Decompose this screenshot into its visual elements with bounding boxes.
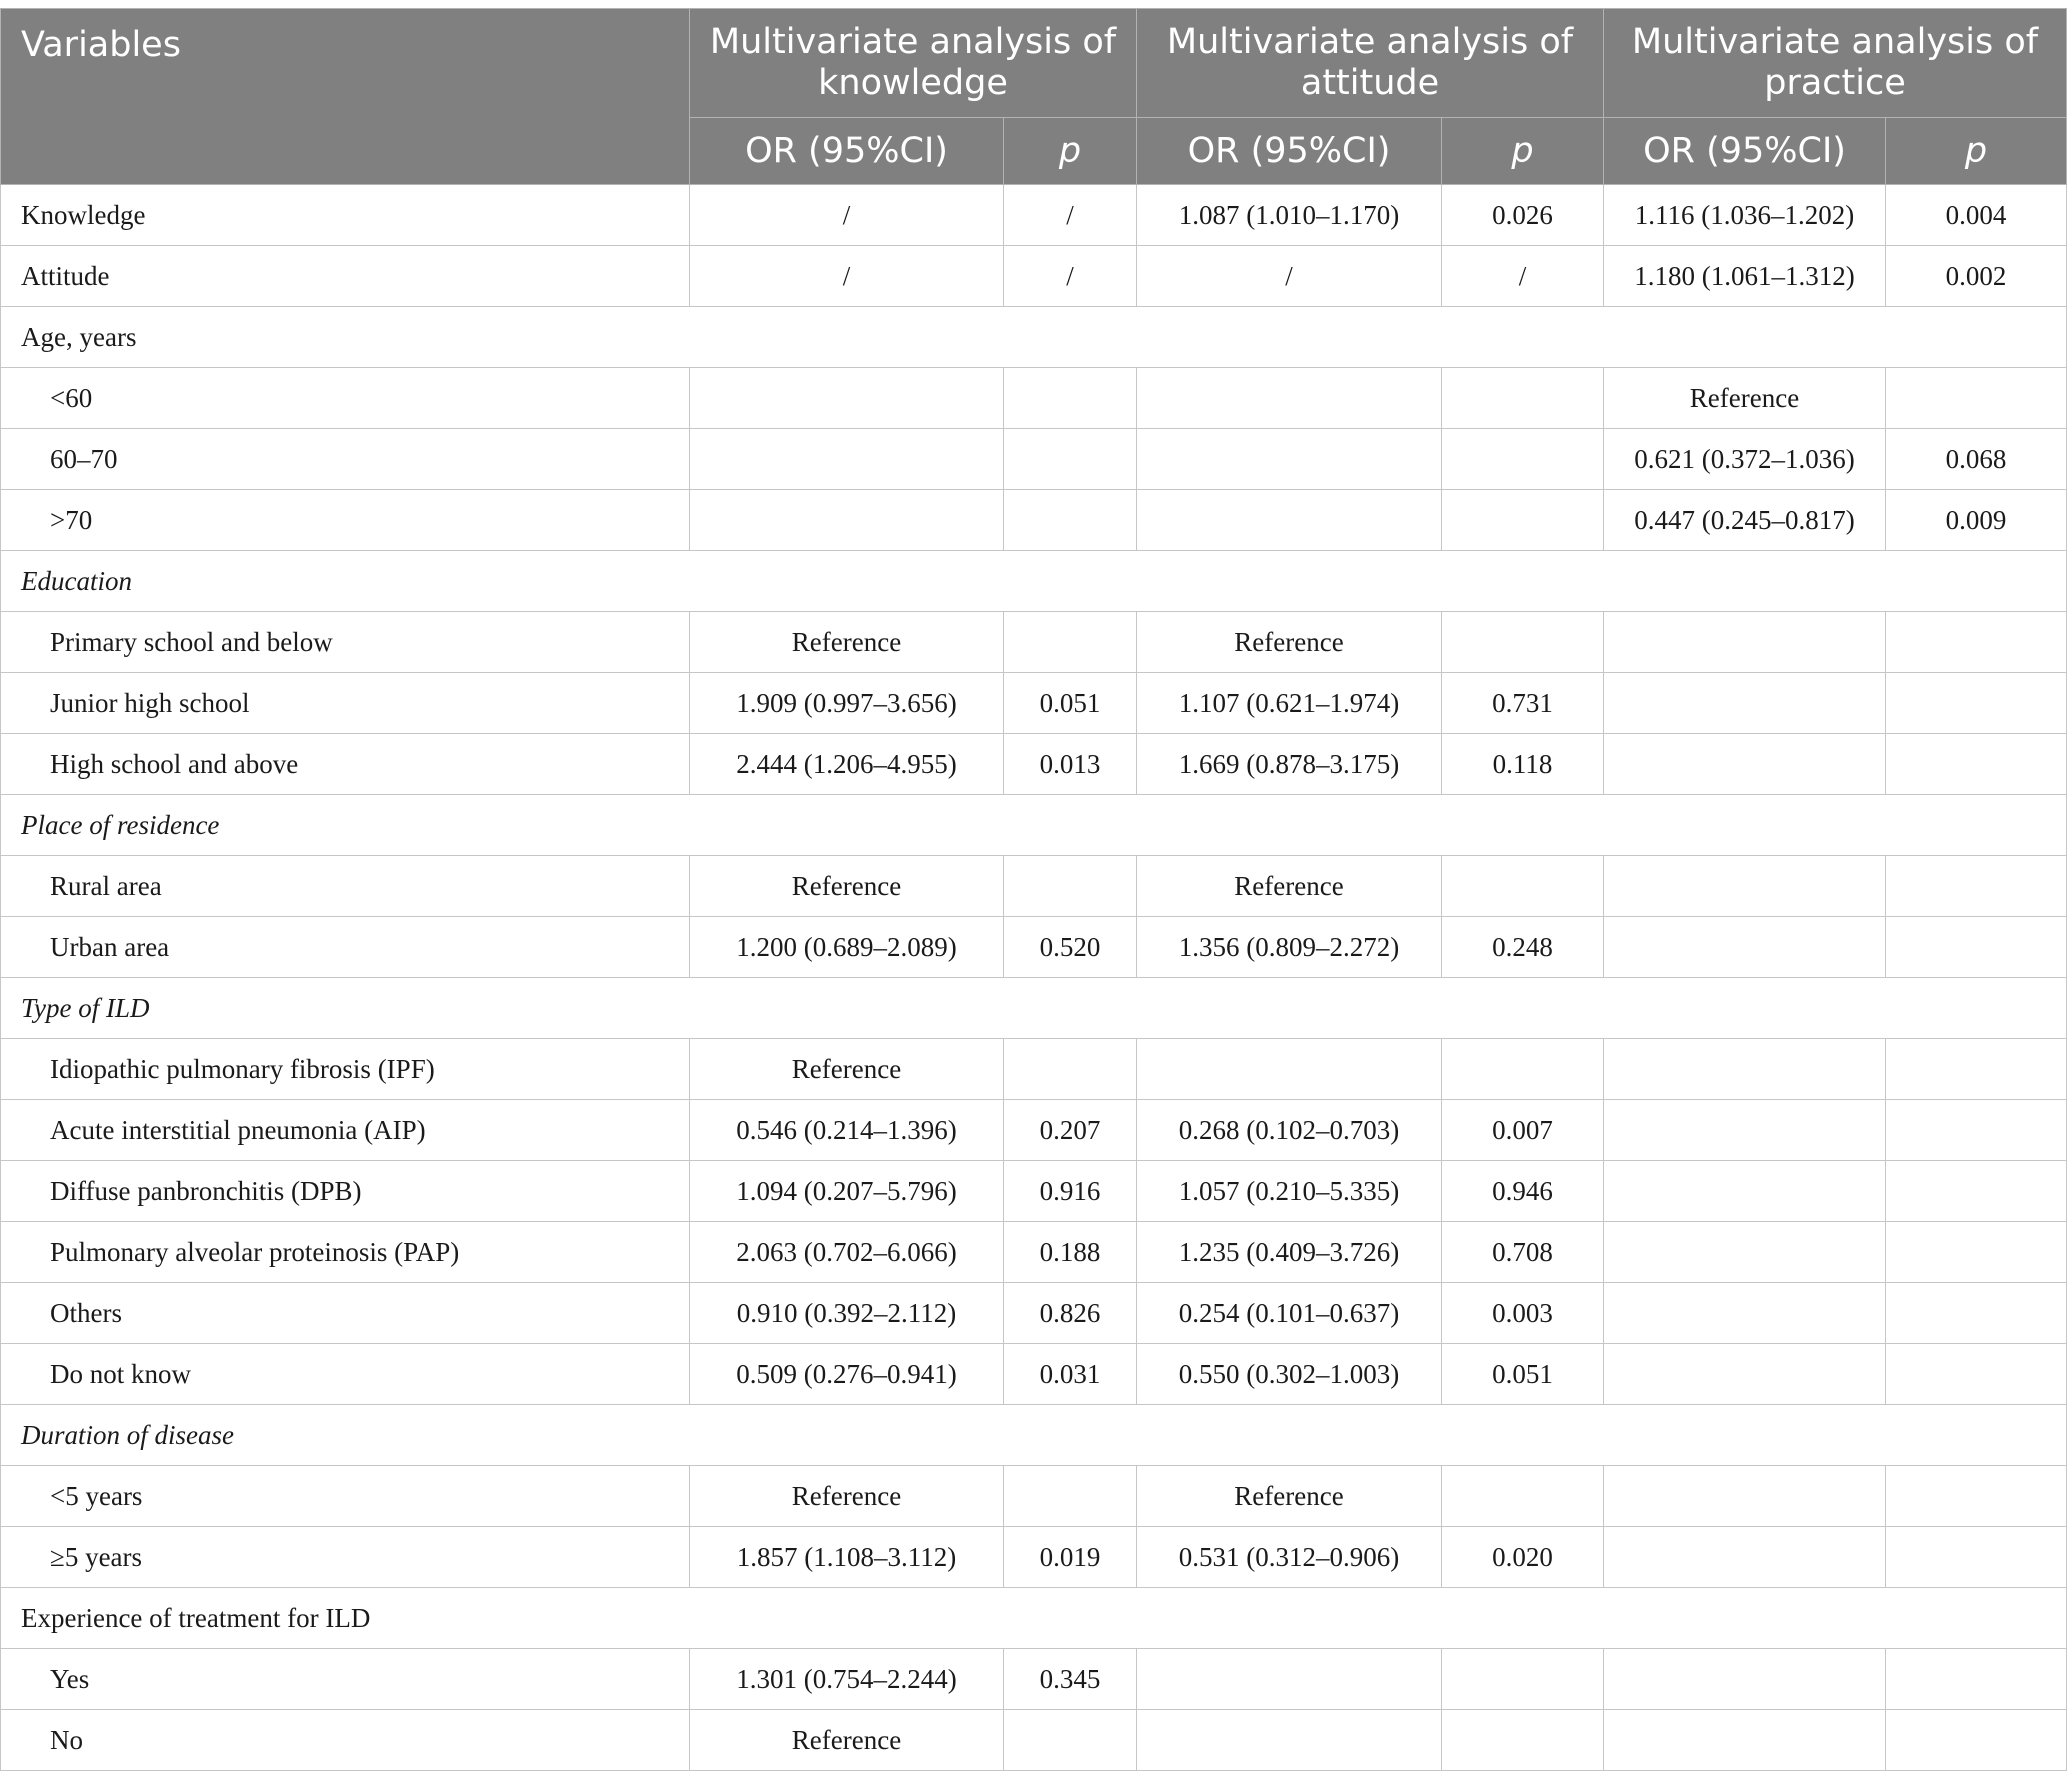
- practice-or-cell: Reference: [1604, 368, 1886, 429]
- variable-label: Do not know: [1, 1344, 690, 1405]
- attitude-or-cell: 1.235 (0.409–3.726): [1137, 1222, 1442, 1283]
- section-row: [1, 1588, 2067, 1649]
- practice-or-cell: 1.180 (1.061–1.312): [1604, 246, 1886, 307]
- attitude-p-cell: [1442, 856, 1604, 917]
- attitude-p-cell: [1442, 490, 1604, 551]
- knowledge-or-cell: 1.301 (0.754–2.244): [690, 1649, 1004, 1710]
- attitude-or-cell: [1137, 1039, 1442, 1100]
- knowledge-p-cell: /: [1004, 185, 1137, 246]
- knowledge-or-cell: [690, 429, 1004, 490]
- variable-label: Junior high school: [1, 673, 690, 734]
- variable-label: <60: [1, 368, 690, 429]
- knowledge-or-cell: Reference: [690, 1710, 1004, 1771]
- attitude-p-cell: 0.026: [1442, 185, 1604, 246]
- attitude-p-cell: [1442, 1039, 1604, 1100]
- table-row: [1, 1344, 2067, 1405]
- knowledge-p-cell: 0.345: [1004, 1649, 1137, 1710]
- header-practice-or: OR (95%CI): [1604, 118, 1886, 185]
- practice-or-cell: [1604, 1710, 1886, 1771]
- table-row: [1, 490, 2067, 551]
- table-header: [1, 9, 2067, 185]
- attitude-or-cell: 1.087 (1.010–1.170): [1137, 185, 1442, 246]
- table-row: [1, 1283, 2067, 1344]
- attitude-p-cell: 0.007: [1442, 1100, 1604, 1161]
- section-row: [1, 978, 2067, 1039]
- practice-p-cell: [1886, 673, 2067, 734]
- variable-label: Knowledge: [1, 185, 690, 246]
- knowledge-p-cell: [1004, 429, 1137, 490]
- attitude-p-cell: /: [1442, 246, 1604, 307]
- practice-or-cell: [1604, 734, 1886, 795]
- practice-or-cell: [1604, 1649, 1886, 1710]
- table-row: [1, 1649, 2067, 1710]
- knowledge-p-cell: [1004, 490, 1137, 551]
- header-knowledge-group: Multivariate analysis of knowledge: [690, 9, 1137, 118]
- practice-or-cell: 0.447 (0.245–0.817): [1604, 490, 1886, 551]
- practice-p-cell: 0.002: [1886, 246, 2067, 307]
- practice-or-cell: 1.116 (1.036–1.202): [1604, 185, 1886, 246]
- table-row: [1, 368, 2067, 429]
- variable-label: No: [1, 1710, 690, 1771]
- practice-or-cell: 0.621 (0.372–1.036): [1604, 429, 1886, 490]
- header-variables: Variables: [1, 9, 690, 185]
- section-row: [1, 1405, 2067, 1466]
- table-row: [1, 917, 2067, 978]
- practice-p-cell: [1886, 1039, 2067, 1100]
- practice-p-cell: [1886, 1283, 2067, 1344]
- practice-p-cell: [1886, 1100, 2067, 1161]
- variable-label: Idiopathic pulmonary fibrosis (IPF): [1, 1039, 690, 1100]
- attitude-p-cell: [1442, 1466, 1604, 1527]
- practice-p-cell: [1886, 917, 2067, 978]
- knowledge-p-cell: [1004, 1466, 1137, 1527]
- practice-or-cell: [1604, 612, 1886, 673]
- attitude-p-cell: [1442, 368, 1604, 429]
- header-knowledge-p: p: [1004, 118, 1137, 185]
- variable-label: <5 years: [1, 1466, 690, 1527]
- attitude-p-cell: [1442, 1649, 1604, 1710]
- knowledge-p-cell: 0.031: [1004, 1344, 1137, 1405]
- variable-label: >70: [1, 490, 690, 551]
- variable-label: Rural area: [1, 856, 690, 917]
- section-label: Age, years: [1, 307, 2067, 368]
- practice-p-cell: [1886, 1710, 2067, 1771]
- header-attitude-p: p: [1442, 118, 1604, 185]
- table-row: [1, 734, 2067, 795]
- attitude-or-cell: [1137, 1649, 1442, 1710]
- variable-label: 60–70: [1, 429, 690, 490]
- section-row: [1, 551, 2067, 612]
- knowledge-p-cell: 0.051: [1004, 673, 1137, 734]
- knowledge-or-cell: /: [690, 185, 1004, 246]
- knowledge-or-cell: /: [690, 246, 1004, 307]
- practice-p-cell: 0.068: [1886, 429, 2067, 490]
- knowledge-p-cell: 0.916: [1004, 1161, 1137, 1222]
- knowledge-or-cell: Reference: [690, 612, 1004, 673]
- table-row: [1, 1527, 2067, 1588]
- attitude-p-cell: 0.003: [1442, 1283, 1604, 1344]
- variable-label: Urban area: [1, 917, 690, 978]
- knowledge-p-cell: 0.826: [1004, 1283, 1137, 1344]
- variable-label: Diffuse panbronchitis (DPB): [1, 1161, 690, 1222]
- variable-label: High school and above: [1, 734, 690, 795]
- knowledge-or-cell: 0.910 (0.392–2.112): [690, 1283, 1004, 1344]
- knowledge-p-cell: [1004, 368, 1137, 429]
- attitude-or-cell: 1.057 (0.210–5.335): [1137, 1161, 1442, 1222]
- attitude-or-cell: [1137, 490, 1442, 551]
- attitude-p-cell: 0.731: [1442, 673, 1604, 734]
- attitude-or-cell: 1.669 (0.878–3.175): [1137, 734, 1442, 795]
- knowledge-or-cell: 1.094 (0.207–5.796): [690, 1161, 1004, 1222]
- attitude-or-cell: [1137, 368, 1442, 429]
- attitude-or-cell: 1.107 (0.621–1.974): [1137, 673, 1442, 734]
- attitude-or-cell: 0.268 (0.102–0.703): [1137, 1100, 1442, 1161]
- attitude-p-cell: [1442, 612, 1604, 673]
- attitude-p-cell: [1442, 429, 1604, 490]
- practice-or-cell: [1604, 1527, 1886, 1588]
- knowledge-or-cell: 1.200 (0.689–2.089): [690, 917, 1004, 978]
- knowledge-or-cell: 2.444 (1.206–4.955): [690, 734, 1004, 795]
- attitude-p-cell: [1442, 1710, 1604, 1771]
- attitude-or-cell: /: [1137, 246, 1442, 307]
- practice-p-cell: [1886, 612, 2067, 673]
- practice-or-cell: [1604, 1039, 1886, 1100]
- table-row: [1, 856, 2067, 917]
- variable-label: Pulmonary alveolar proteinosis (PAP): [1, 1222, 690, 1283]
- practice-p-cell: [1886, 1527, 2067, 1588]
- header-practice-group: Multivariate analysis of practice: [1604, 9, 2067, 118]
- section-label: Education: [1, 551, 2067, 612]
- knowledge-p-cell: [1004, 856, 1137, 917]
- practice-or-cell: [1604, 1466, 1886, 1527]
- knowledge-or-cell: [690, 368, 1004, 429]
- table-row: [1, 1100, 2067, 1161]
- knowledge-or-cell: 2.063 (0.702–6.066): [690, 1222, 1004, 1283]
- practice-or-cell: [1604, 856, 1886, 917]
- attitude-or-cell: Reference: [1137, 612, 1442, 673]
- practice-or-cell: [1604, 1161, 1886, 1222]
- table-row: [1, 673, 2067, 734]
- attitude-or-cell: 0.254 (0.101–0.637): [1137, 1283, 1442, 1344]
- header-attitude-group: Multivariate analysis of attitude: [1137, 9, 1604, 118]
- knowledge-p-cell: 0.520: [1004, 917, 1137, 978]
- multivariate-analysis-table: [0, 8, 2067, 1771]
- knowledge-or-cell: 1.857 (1.108–3.112): [690, 1527, 1004, 1588]
- variable-label: Attitude: [1, 246, 690, 307]
- table-row: [1, 185, 2067, 246]
- knowledge-p-cell: 0.188: [1004, 1222, 1137, 1283]
- table-row: [1, 1710, 2067, 1771]
- header-knowledge-or: OR (95%CI): [690, 118, 1004, 185]
- variable-label: Others: [1, 1283, 690, 1344]
- table-row: [1, 429, 2067, 490]
- header-attitude-or: OR (95%CI): [1137, 118, 1442, 185]
- practice-or-cell: [1604, 1222, 1886, 1283]
- practice-p-cell: [1886, 1222, 2067, 1283]
- attitude-or-cell: [1137, 1710, 1442, 1771]
- table-container: [0, 8, 2066, 1771]
- variable-label: Primary school and below: [1, 612, 690, 673]
- table-row: [1, 246, 2067, 307]
- knowledge-or-cell: 1.909 (0.997–3.656): [690, 673, 1004, 734]
- attitude-or-cell: Reference: [1137, 856, 1442, 917]
- section-label: Experience of treatment for ILD: [1, 1588, 2067, 1649]
- practice-p-cell: [1886, 734, 2067, 795]
- practice-or-cell: [1604, 1283, 1886, 1344]
- attitude-or-cell: [1137, 429, 1442, 490]
- knowledge-p-cell: [1004, 612, 1137, 673]
- knowledge-or-cell: [690, 490, 1004, 551]
- knowledge-or-cell: Reference: [690, 856, 1004, 917]
- practice-p-cell: [1886, 1466, 2067, 1527]
- practice-or-cell: [1604, 1100, 1886, 1161]
- knowledge-p-cell: [1004, 1039, 1137, 1100]
- practice-or-cell: [1604, 673, 1886, 734]
- practice-p-cell: [1886, 1344, 2067, 1405]
- section-label: Duration of disease: [1, 1405, 2067, 1466]
- knowledge-p-cell: 0.013: [1004, 734, 1137, 795]
- knowledge-or-cell: 0.546 (0.214–1.396): [690, 1100, 1004, 1161]
- knowledge-p-cell: 0.019: [1004, 1527, 1137, 1588]
- practice-or-cell: [1604, 1344, 1886, 1405]
- table-row: [1, 1161, 2067, 1222]
- table-row: [1, 1039, 2067, 1100]
- variable-label: Yes: [1, 1649, 690, 1710]
- table-row: [1, 612, 2067, 673]
- practice-p-cell: [1886, 368, 2067, 429]
- attitude-p-cell: 0.020: [1442, 1527, 1604, 1588]
- section-label: Type of ILD: [1, 978, 2067, 1039]
- attitude-or-cell: 0.550 (0.302–1.003): [1137, 1344, 1442, 1405]
- variable-label: ≥5 years: [1, 1527, 690, 1588]
- attitude-p-cell: 0.248: [1442, 917, 1604, 978]
- attitude-p-cell: 0.118: [1442, 734, 1604, 795]
- attitude-p-cell: 0.051: [1442, 1344, 1604, 1405]
- knowledge-p-cell: 0.207: [1004, 1100, 1137, 1161]
- practice-p-cell: 0.004: [1886, 185, 2067, 246]
- practice-p-cell: 0.009: [1886, 490, 2067, 551]
- table-row: [1, 1466, 2067, 1527]
- attitude-or-cell: Reference: [1137, 1466, 1442, 1527]
- table-row: [1, 1222, 2067, 1283]
- attitude-or-cell: 0.531 (0.312–0.906): [1137, 1527, 1442, 1588]
- attitude-or-cell: 1.356 (0.809–2.272): [1137, 917, 1442, 978]
- practice-p-cell: [1886, 856, 2067, 917]
- attitude-p-cell: 0.946: [1442, 1161, 1604, 1222]
- practice-p-cell: [1886, 1161, 2067, 1222]
- section-label: Place of residence: [1, 795, 2067, 856]
- header-practice-p: p: [1886, 118, 2067, 185]
- knowledge-or-cell: Reference: [690, 1039, 1004, 1100]
- attitude-p-cell: 0.708: [1442, 1222, 1604, 1283]
- practice-p-cell: [1886, 1649, 2067, 1710]
- section-row: [1, 307, 2067, 368]
- section-row: [1, 795, 2067, 856]
- knowledge-or-cell: 0.509 (0.276–0.941): [690, 1344, 1004, 1405]
- practice-or-cell: [1604, 917, 1886, 978]
- knowledge-p-cell: /: [1004, 246, 1137, 307]
- table-body: [1, 185, 2067, 1771]
- knowledge-p-cell: [1004, 1710, 1137, 1771]
- knowledge-or-cell: Reference: [690, 1466, 1004, 1527]
- variable-label: Acute interstitial pneumonia (AIP): [1, 1100, 690, 1161]
